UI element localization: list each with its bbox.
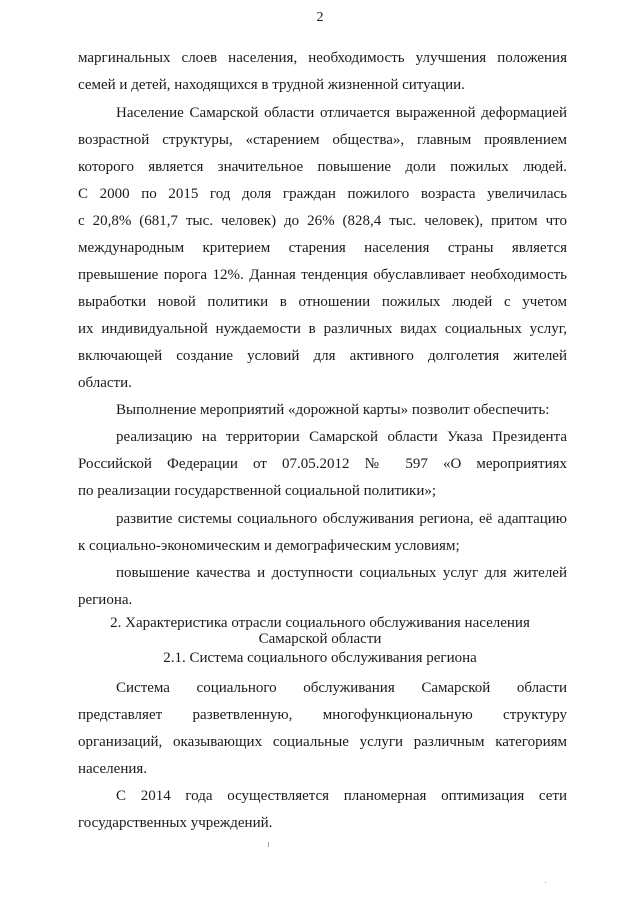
paragraph-line: включающей создание условий для активного долголетия жителей <box>78 348 567 364</box>
paragraph-line: С 2014 года осуществляется планомерная оптимизация сети <box>116 788 567 804</box>
section-heading-line1: 2. Характеристика отрасли социального обслуживания населения <box>110 615 530 631</box>
page-number: 2 <box>316 10 324 25</box>
paragraph-line: государственных учреждений. <box>78 815 273 831</box>
paragraph-line: их индивидуальной нуждаемости в различных видах социальных услуг, <box>78 321 567 337</box>
paragraph-line: маргинальных слоев населения, необходимость улучшения положения <box>78 50 567 66</box>
paragraph-line: по реализации государственной социальной политики»; <box>78 483 437 499</box>
paragraph-line: реализацию на территории Самарской области Указа Президента <box>116 429 567 445</box>
paragraph-line: возрастной структуры, «старением общества», главным проявлением <box>78 132 567 148</box>
paragraph-line: региона. <box>78 592 133 608</box>
scan-speck <box>268 842 269 847</box>
paragraph-line: Население Самарской области отличается выраженной деформацией <box>116 105 567 121</box>
paragraph-line: Российской Федерации от 07.05.2012 № 597 «О мероприятиях <box>78 456 567 472</box>
paragraph-line: развитие системы социального обслуживания региона, её адаптацию <box>116 511 567 527</box>
paragraph-line: повышение качества и доступности социальных услуг для жителей <box>116 565 567 581</box>
paragraph-line: организаций, оказывающих социальные услуги различным категориям <box>78 734 567 750</box>
paragraph-line: семей и детей, находящихся в трудной жизненной ситуации. <box>78 77 465 93</box>
paragraph-line: с 20,8% (681,7 тыс. человек) до 26% (828,4 тыс. человек), притом что <box>78 213 567 229</box>
paragraph-line: превышение порога 12%. Данная тенденция обуславливает необходимость <box>78 267 567 283</box>
paragraph-line: населения. <box>78 761 148 777</box>
paragraph-line: области. <box>78 375 132 391</box>
section-heading-line2: Самарской области <box>258 631 382 647</box>
paragraph-line: к социально-экономическим и демографическим условиям; <box>78 538 460 554</box>
paragraph-line: которого является значительное повышение доли пожилых людей. <box>78 159 567 175</box>
paragraph-line: Выполнение мероприятий «дорожной карты» позволит обеспечить: <box>116 402 550 418</box>
paragraph-line: Система социального обслуживания Самарской области <box>116 680 567 696</box>
paragraph-line: представляет разветвленную, многофункциональную структуру <box>78 707 567 723</box>
subsection-heading: 2.1. Система социального обслуживания региона <box>163 650 477 666</box>
paragraph-line: С 2000 по 2015 год доля граждан пожилого возраста увеличилась <box>78 186 567 202</box>
paragraph-line: выработки новой политики в отношении пожилых людей с учетом <box>78 294 567 310</box>
scan-speck <box>545 882 546 883</box>
paragraph-line: международным критерием старения населения страны является <box>78 240 567 256</box>
